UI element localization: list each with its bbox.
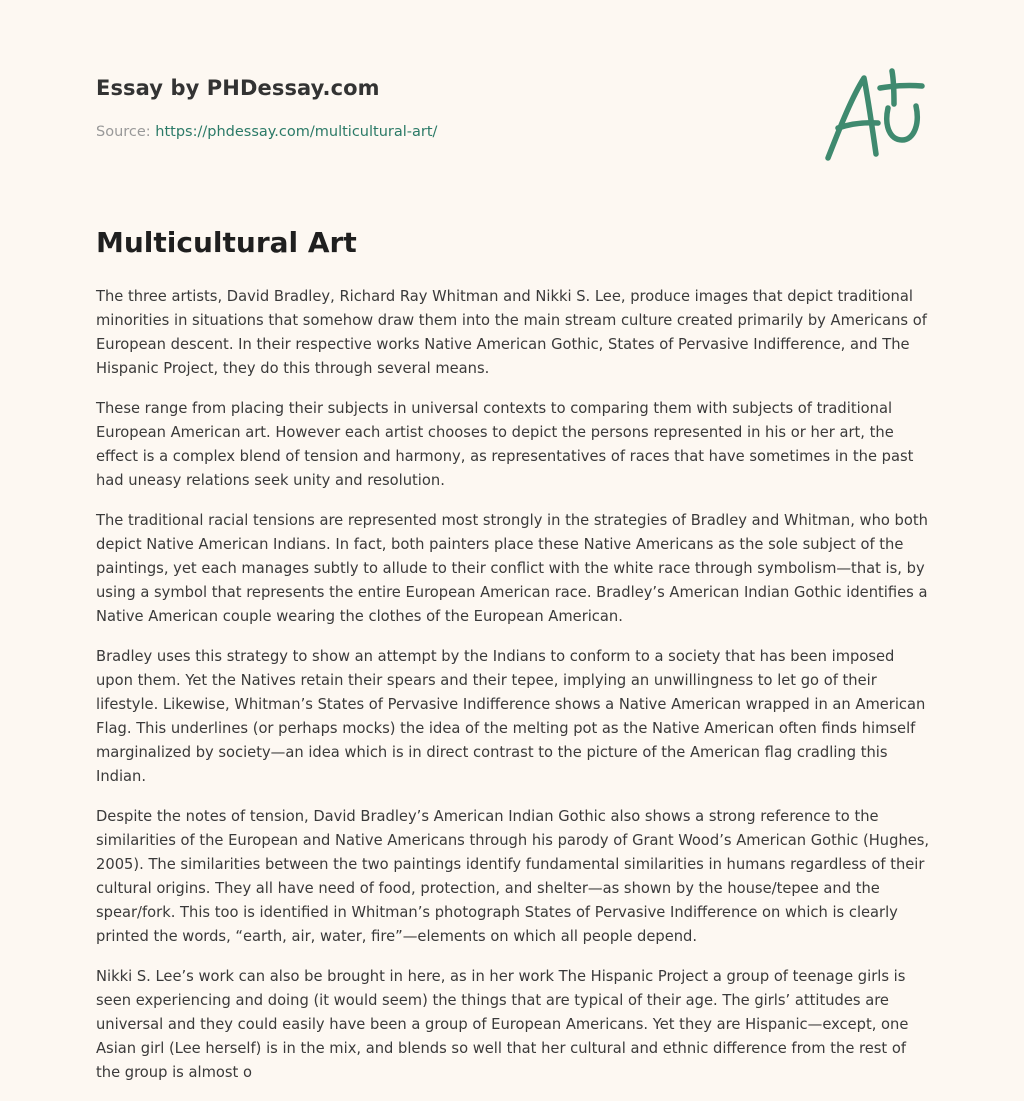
essay-title: Multicultural Art: [96, 226, 357, 259]
site-brand: Essay by PHDessay.com: [96, 76, 380, 100]
source-line: [96, 124, 437, 140]
essay-paragraph: The traditional racial tensions are represented most strongly in the strategies of Bradley and Whitman, who both depict Native American Indians. In fact, both painters place these Native Americans as the sole subject of the paintings, yet each manages subtly to allude to their conflict with the white race through symbolism—that is, by using a symbol that represents the entire European American race. Bradley’s American Indian Gothic identifies a Native American couple wearing the clothes of the European American.: [96, 512, 928, 625]
essay-paragraph: Bradley uses this strategy to show an attempt by the Indians to conform to a society that has been imposed upon them. Yet the Natives retain their spears and their tepee, implying an unwillingness to let go of their lifestyle. Likewise, Whitman’s States of Pervasive Indifference shows a Native American wrapped in an American Flag. This underlines (or perhaps mocks) the idea of the melting pot as the Native American often finds himself marginalized by society—an idea which is in direct contrast to the picture of the American flag cradling this Indian.: [96, 648, 926, 785]
essay-paragraph: The three artists, David Bradley, Richard Ray Whitman and Nikki S. Lee, produce images that depict traditional minorities in situations that somehow draw them into the main stream culture created primarily by Americans of European descent. In their respective works Native American Gothic, States of Pervasive Indifference, and The Hispanic Project, they do this through several means.: [96, 288, 927, 377]
essay-paragraph: Nikki S. Lee’s work can also be brought in here, as in her work The Hispanic Project a group of teenage girls is seen experiencing and doing (it would seem) the things that are typical of their age. The girls’ attitudes are universal and they could easily have been a group of European Americans. Yet they are Hispanic—except, one Asian girl (Lee herself) is in the mix, and blends so well that her cultural and ethnic difference from the rest of the group is almost o: [96, 968, 909, 1081]
essay-paragraph: Despite the notes of tension, David Bradley’s American Indian Gothic also shows a strong reference to the similarities of the European and Native Americans through his parody of Grant Wood’s American Gothic (Hughes, 2005). The similarities between the two paintings identify fundamental similarities in humans regardless of their cultural origins. They all have need of food, protection, and shelter—as shown by the house/tepee and the spear/fork. This too is identified in Whitman’s photograph States of Pervasive Indifference on which is clearly printed the words, “earth, air, water, fire”—elements on which all people depend.: [96, 808, 930, 945]
a-plus-logo-icon: [818, 68, 930, 164]
source-link[interactable]: https://phdessay.com/multicultural-art/: [155, 124, 438, 140]
source-label: Source:: [96, 124, 156, 140]
essay-body: [96, 285, 932, 1101]
essay-paragraph: These range from placing their subjects in universal contexts to comparing them with subjects of traditional European American art. However each artist chooses to depict the persons represented in his or her art, the effect is a complex blend of tension and harmony, as representatives of races that have sometimes in the past had uneasy relations seek unity and resolution.: [96, 400, 914, 489]
